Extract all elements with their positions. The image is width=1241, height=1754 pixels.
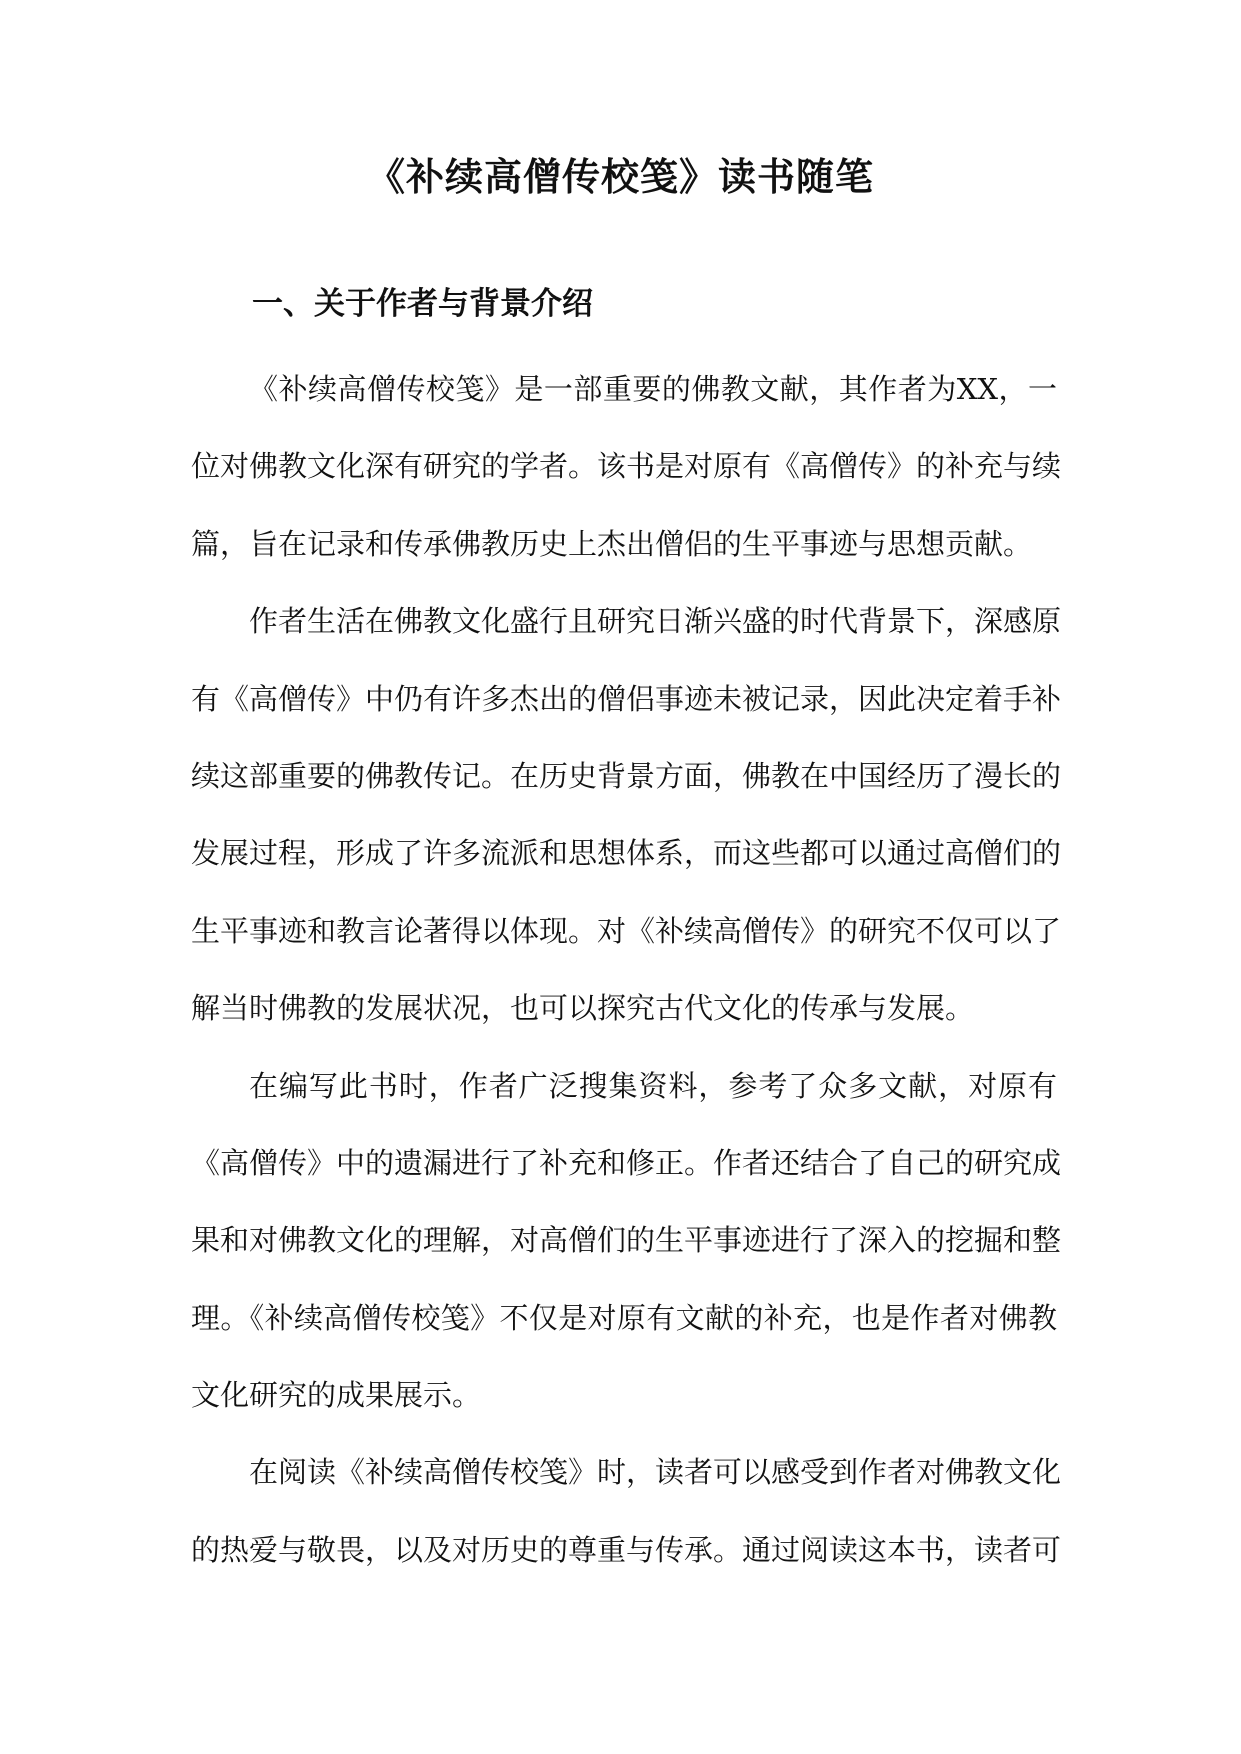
text-line: 作者生活在佛教文化盛行且研究日渐兴盛的时代背景下，深感原 [249, 604, 1062, 639]
text-line: 解当时佛教的发展状况，也可以探究古代文化的传承与发展。 [191, 991, 975, 1026]
text-line: 在编写此书时，作者广泛搜集资料，参考了众多文献，对原有 [249, 1068, 1057, 1103]
body-text [191, 367, 1062, 1605]
text-line: 《高僧传》中的遗漏进行了补充和修正。作者还结合了自己的研究成 [191, 1145, 1062, 1180]
text-line: 文化研究的成果展示。 [191, 1378, 482, 1413]
section-heading: 一、关于作者与背景介绍 [252, 286, 593, 322]
text-line: 有《高僧传》中仍有许多杰出的僧侣事迹未被记录，因此决定着手补 [191, 681, 1062, 716]
text-line: 发展过程，形成了许多流派和思想体系，而这些都可以通过高僧们的 [191, 836, 1062, 871]
text-line: 篇，旨在记录和传承佛教历史上杰出僧侣的生平事迹与思想贡献。 [191, 526, 1033, 561]
text-line: 《补续高僧传校笺》是一部重要的佛教文献，其作者为XX，一 [249, 372, 1057, 406]
text-line: 生平事迹和教言论著得以体现。对《补续高僧传》的研究不仅可以了 [191, 913, 1062, 948]
text-line: 续这部重要的佛教传记。在历史背景方面，佛教在中国经历了漫长的 [191, 758, 1062, 793]
document-title: 《补续高僧传校笺》读书随笔 [366, 155, 874, 199]
text-line: 的热爱与敬畏，以及对历史的尊重与传承。通过阅读这本书，读者可 [191, 1532, 1062, 1567]
text-line: 位对佛教文化深有研究的学者。该书是对原有《高僧传》的补充与续 [191, 449, 1062, 484]
text-line: 理。《补续高僧传校笺》不仅是对原有文献的补充，也是作者对佛教 [191, 1300, 1057, 1335]
text-line: 果和对佛教文化的理解，对高僧们的生平事迹进行了深入的挖掘和整 [191, 1223, 1062, 1258]
text-line: 在阅读《补续高僧传校笺》时，读者可以感受到作者对佛教文化 [249, 1455, 1062, 1490]
